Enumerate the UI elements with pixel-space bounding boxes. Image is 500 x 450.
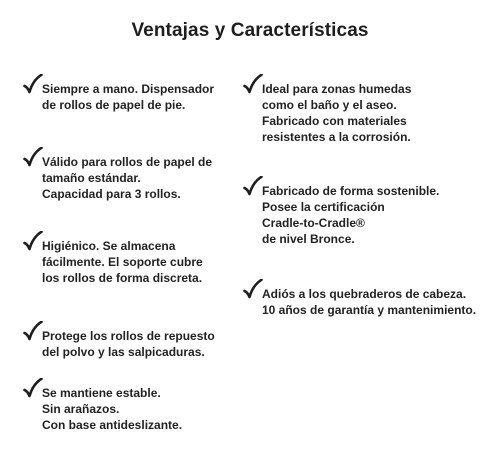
page-title: Ventajas y Características <box>131 20 369 41</box>
checkmark-icon <box>23 231 43 253</box>
checkmark-icon <box>243 74 263 96</box>
checkmark-icon <box>23 378 43 400</box>
feature-text: Válido para rollos de papel de tamaño estándar. Capacidad para 3 rollos. <box>42 155 213 201</box>
checkmark-icon <box>243 279 263 301</box>
checkmark-icon <box>23 74 43 96</box>
checkmark-icon <box>243 176 263 198</box>
feature-text: Adiós a los quebraderos de cabeza. 10 años de garantía y mantenimiento. <box>262 287 477 317</box>
feature-text: Siempre a mano. Dispensador de rollos de papel de pie. <box>42 82 215 112</box>
feature-text: Protege los rollos de repuesto del polvo y las salpicaduras. <box>42 329 215 359</box>
feature-text: Ideal para zonas humedas como el baño y el aseo. Fabricado con materiales resistentes a la corrosión. <box>262 82 412 144</box>
checkmark-icon <box>23 321 43 343</box>
feature-text: Higiénico. Se almacena fácilmente. El soporte cubre los rollos de forma discreta. <box>42 239 203 285</box>
feature-text: Fabricado de forma sostenible. Posee la certificación Cradle-to-Cradle® de nivel Bronce. <box>262 184 440 246</box>
feature-text: Se mantiene estable. Sin arañazos. Con base antideslizante. <box>42 386 183 432</box>
checkmark-icon <box>23 147 43 169</box>
